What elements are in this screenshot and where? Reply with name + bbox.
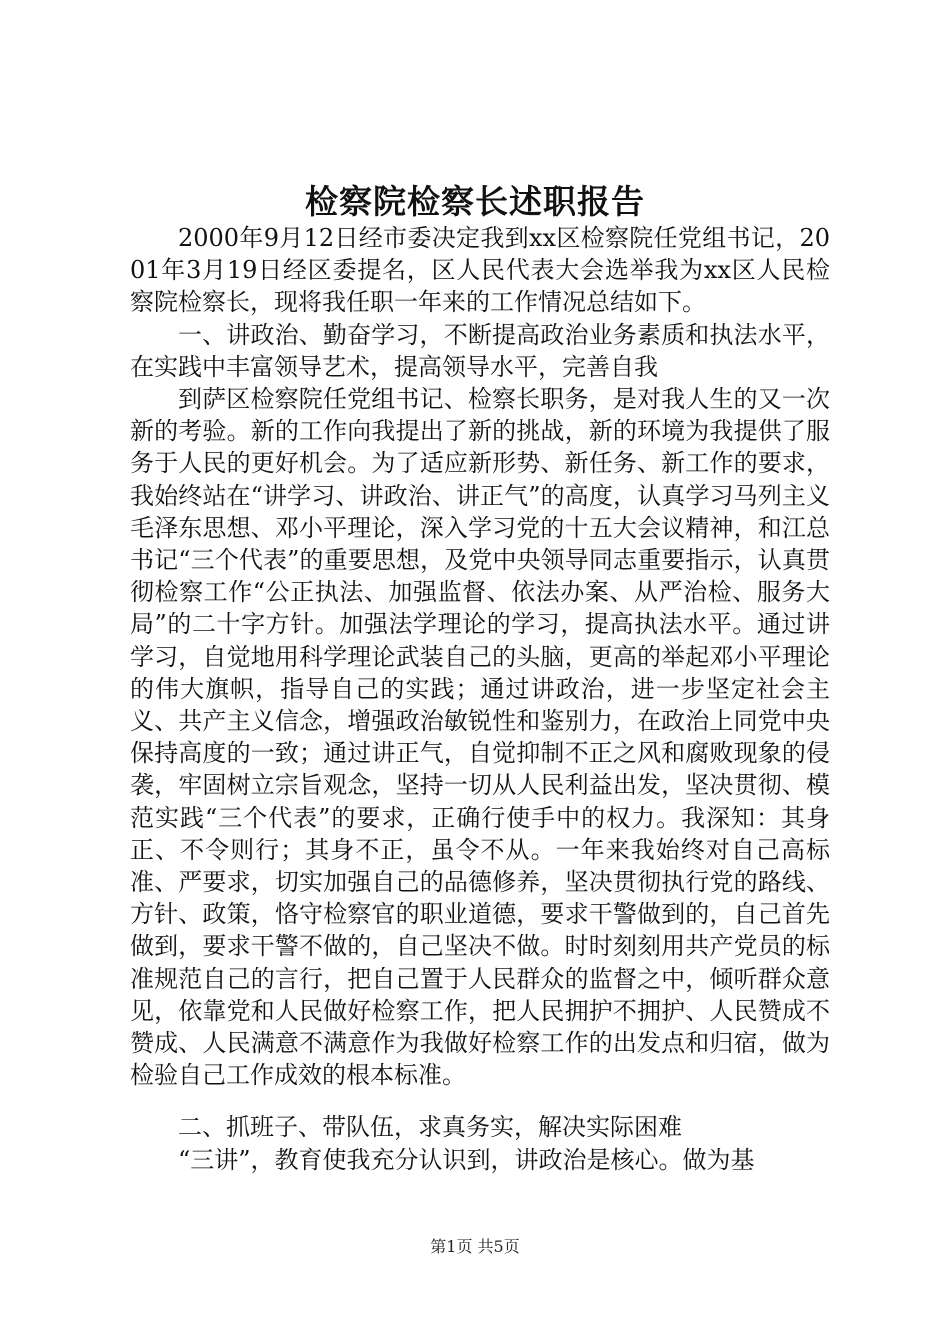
paragraph-section-1: 到萨区检察院任党组书记、检察长职务，是对我人生的又一次新的考验。新的工作向我提出了新的挑战，新的环境为我提供了服务于人民的更好机会。为了适应新形势、新任务、新工作的要求，我始终站在“讲学习、讲政治、讲正气”的高度，认真学习马列主义毛泽东思想、邓小平理论，深入学习党的十五大会议精神，和江总书记“三个代表”的重要思想，及党中央领导同志重要指示，认真贯彻检察工作“公正执法、加强监督、依法办案、从严治检、服务大局”的二十字方针。加强法学理论的学习，提高执法水平。通过讲学习，自觉地用科学理论武装自己的头脑，更高的举起邓小平理论的伟大旗帜，指导自己的实践；通过讲政治，进一步坚定社会主义、共产主义信念，增强政治敏锐性和鉴别力，在政治上同党中央保持高度的一致；通过讲正气，自觉抑制不正之风和腐败现象的侵袭，牢固树立宗旨观念，坚持一切从人民利益出发，坚决贯彻、模范实践“三个代表”的要求，正确行使手中的权力。我深知：其身正、不令则行；其身不正，虽令不从。一年来我始终对自己高标准、严要求，切实加强自己的品德修养，坚决贯彻执行党的路线、方针、政策，恪守检察官的职业道德，要求干警做到的，自己首先做到，要求干警不做的，自己坚决不做。时时刻刻用共产党员的标准规范自己的言行，把自己置于人民群众的监督之中，倾听群众意见，依靠党和人民做好检察工作，把人民拥护不拥护、人民赞成不赞成、人民满意不满意作为我做好检察工作的出发点和归宿，做为检验自己工作成效的根本标准。 (130, 385, 830, 1090)
section-heading-1: 一、讲政治、勤奋学习，不断提高政治业务素质和执法水平，在实践中丰富领导艺术，提高领导水平，完善自我 (130, 320, 830, 381)
section-heading-2: 二、抓班子、带队伍，求真务实，解决实际困难 (178, 1113, 682, 1142)
page-footer: 第1页 共5页 (430, 1237, 520, 1256)
paragraph-intro: 2000年9月12日经市委决定我到xx区检察院任党组书记，2001年3月19日经区委提名，区人民代表大会选举我为xx区人民检察院检察长，现将我任职一年来的工作情况总结如下。 (130, 224, 830, 317)
paragraph-section-2: “三讲”，教育使我充分认识到，讲政治是核心。做为基 (178, 1145, 755, 1174)
document-body (130, 222, 830, 1176)
document-title: 检察院检察长述职报告 (305, 182, 645, 221)
